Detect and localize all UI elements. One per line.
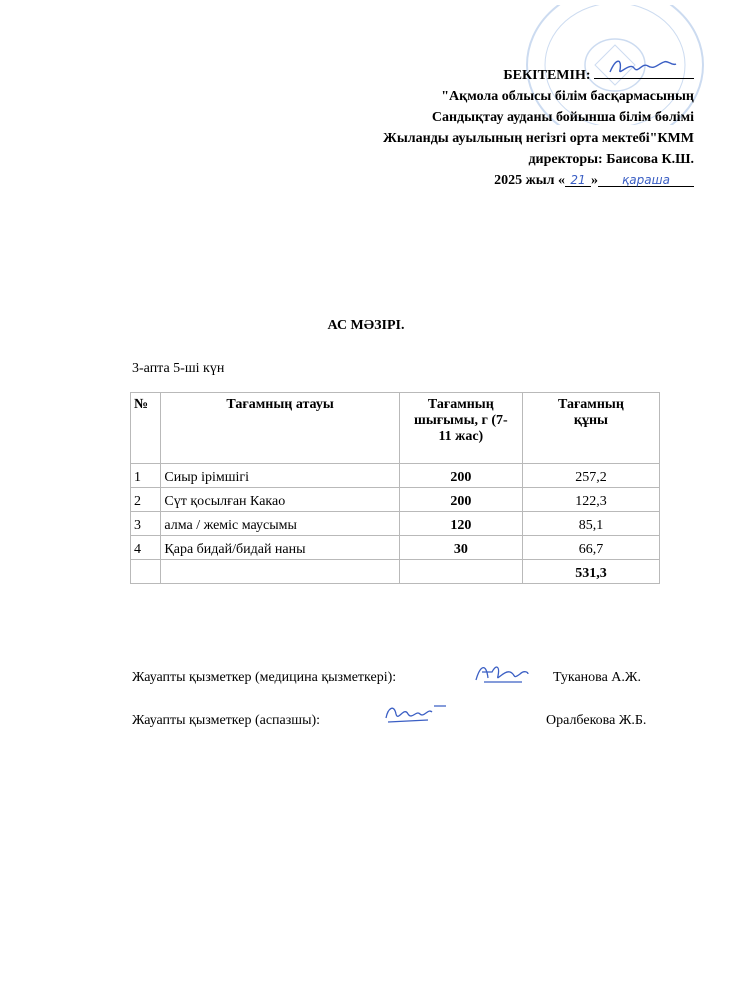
approval-block (383, 62, 694, 191)
header-num: № (131, 393, 161, 464)
date-day: 21 (565, 170, 591, 187)
total-empty-name (161, 560, 399, 584)
row-price: 85,1 (522, 512, 659, 536)
row-output: 200 (399, 464, 522, 488)
total-empty-num (131, 560, 161, 584)
approval-line-2: Сандықтау ауданы бойынша білім бөлімі (431, 110, 694, 125)
director-signature (608, 56, 678, 78)
responsible-medical-name: Туканова А.Ж. (553, 670, 641, 685)
table-row (131, 464, 660, 488)
header-output: Тағамның шығымы, г (7-11 жас) (399, 393, 522, 464)
table-row (131, 512, 660, 536)
date-mid: » (591, 173, 598, 188)
row-name: алма / жеміс маусымы (161, 512, 399, 536)
approval-line-4: директоры: Баисова К.Ш. (528, 152, 694, 167)
row-num: 2 (131, 488, 161, 512)
row-output: 30 (399, 536, 522, 560)
menu-table (130, 392, 660, 584)
row-num: 1 (131, 464, 161, 488)
page-title: АС МӘЗІРІ. (327, 318, 405, 333)
row-name: Сиыр ірімшігі (161, 464, 399, 488)
responsible-cook-name: Оралбекова Ж.Б. (546, 713, 647, 728)
table-header-row (131, 393, 660, 464)
row-name: Сүт қосылған Какао (161, 488, 399, 512)
row-output: 120 (399, 512, 522, 536)
table-row (131, 488, 660, 512)
row-price: 66,7 (522, 536, 659, 560)
approval-line-3: Жыланды ауылының негізгі орта мектебі"КММ (383, 131, 694, 146)
date-month: қараша (598, 170, 694, 187)
medical-signature (474, 660, 530, 686)
week-day-label: 3-апта 5-ші күн (132, 361, 225, 376)
row-output: 200 (399, 488, 522, 512)
director-signature-line (594, 62, 694, 79)
table-row (131, 536, 660, 560)
table-total-row (131, 560, 660, 584)
row-price: 257,2 (522, 464, 659, 488)
responsible-cook-label: Жауапты қызметкер (аспазшы): (132, 713, 321, 728)
approval-line-1: "Ақмола облысы білім басқармасының (441, 89, 694, 104)
row-num: 3 (131, 512, 161, 536)
responsible-medical-label: Жауапты қызметкер (медицина қызметкері): (132, 670, 397, 685)
header-price: Тағамның құны (522, 393, 659, 464)
date-prefix: 2025 жыл « (494, 173, 565, 188)
header-name: Тағамның атауы (161, 393, 399, 464)
cook-signature (384, 700, 448, 726)
row-num: 4 (131, 536, 161, 560)
row-price: 122,3 (522, 488, 659, 512)
row-name: Қара бидай/бидай наны (161, 536, 399, 560)
total-price: 531,3 (522, 560, 659, 584)
approval-date (383, 170, 694, 191)
approval-label-line (383, 62, 694, 86)
total-empty-output (399, 560, 522, 584)
approval-label: БЕКІТЕМІН: (503, 68, 591, 83)
